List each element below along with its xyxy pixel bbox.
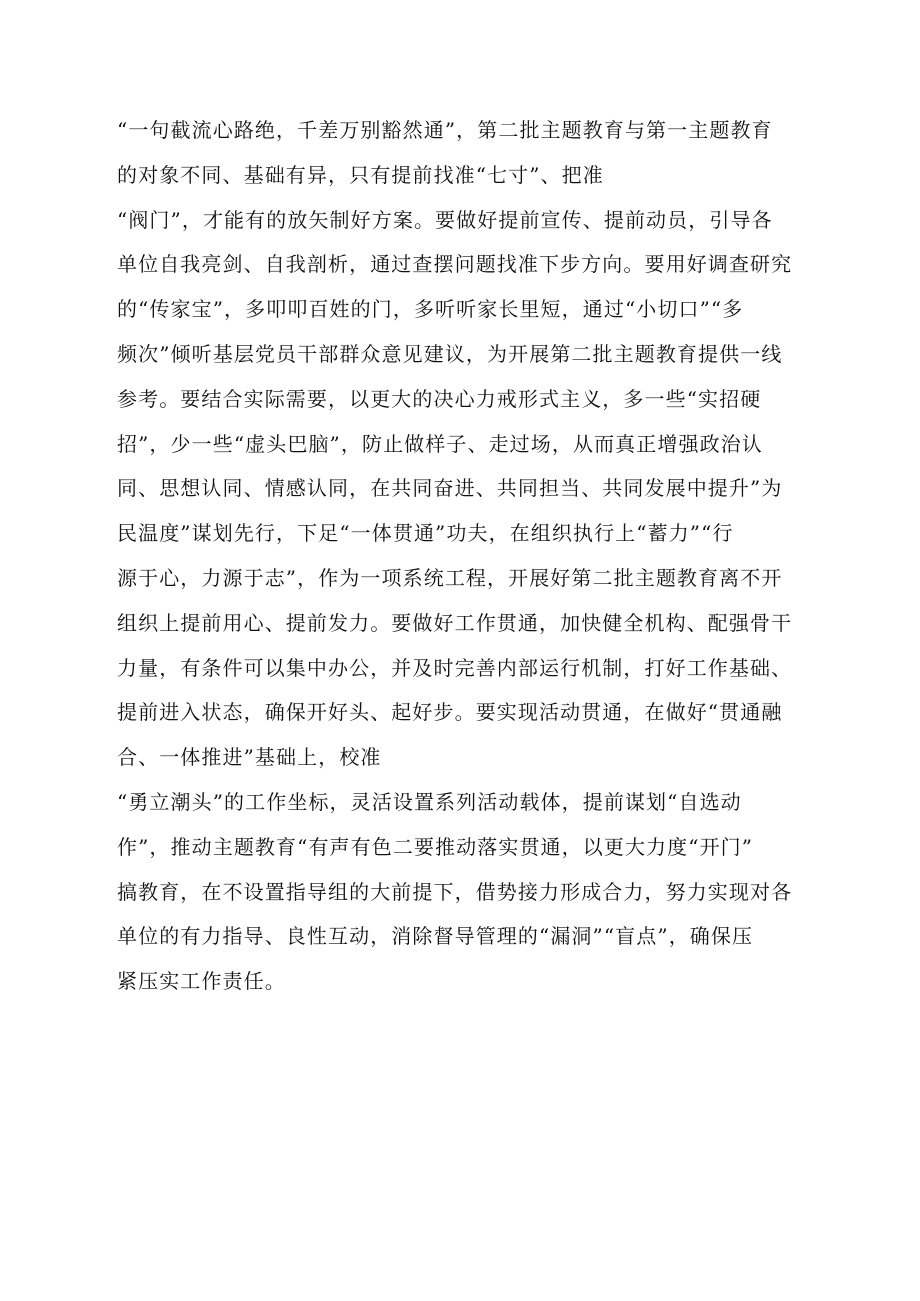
text-line: 频次”倾听基层党员干部群众意见建议，为开展第二批主题教育提供一线 bbox=[117, 341, 783, 366]
text-line: “勇立潮头”的工作坐标，灵活设置系列活动载体，提前谋划“自选动 bbox=[117, 789, 742, 814]
text-line: “阀门”，才能有的放矢制好方案。要做好提前宣传、提前动员，引导各 bbox=[117, 207, 773, 232]
body-text bbox=[117, 108, 807, 1004]
text-line: 的“传家宝”，多叩叩百姓的门，多听听家长里短，通过“小切口”“多 bbox=[117, 297, 744, 322]
text-line: 民温度”谋划先行，下足“一体贯通”功夫，在组织执行上“蓄力”“行 bbox=[117, 521, 734, 546]
text-line: 同、思想认同、情感认同，在共同奋进、共同担当、共同发展中提升”为 bbox=[117, 476, 783, 501]
text-line: 紧压实工作责任。 bbox=[117, 969, 286, 994]
text-line: 组织上提前用心、提前发力。要做好工作贯通，加快健全机构、配强骨干 bbox=[117, 610, 793, 635]
text-line: 合、一体推进”基础上，校准 bbox=[117, 745, 382, 770]
text-line: 源于心，力源于志”，作为一项系统工程，开展好第二批主题教育离不开 bbox=[117, 565, 783, 590]
text-line: 力量，有条件可以集中办公，并及时完善内部运行机制，打好工作基础、 bbox=[117, 655, 793, 680]
text-line: 单位自我亮剑、自我剖析，通过查摆问题找准下步方向。要用好调查研究 bbox=[117, 252, 793, 277]
text-line: 单位的有力指导、良性互动，消除督导管理的“漏洞”“盲点”，确保压 bbox=[117, 924, 754, 949]
text-line: 参考。要结合实际需要，以更大的决心力戒形式主义，多一些“实招硬 bbox=[117, 386, 762, 411]
text-line: 搞教育，在不设置指导组的大前提下，借势接力形成合力，努力实现对各 bbox=[117, 879, 793, 904]
text-line: “一句截流心路绝，千差万别豁然通”，第二批主题教育与第一主题教育 bbox=[117, 118, 773, 142]
text-line: 作”，推动主题教育“有声有色二要推动落实贯通，以更大力度“开门” bbox=[117, 834, 754, 859]
text-line: 招”，少一些“虚头巴脑”，防止做样子、走过场，从而真正增强政治认 bbox=[117, 431, 763, 456]
text-line: 的对象不同、基础有异，只有提前找准“七寸”、把准 bbox=[117, 162, 604, 187]
text-line: 提前进入状态，确保开好头、起好步。要实现活动贯通，在做好“贯通融 bbox=[117, 700, 783, 725]
